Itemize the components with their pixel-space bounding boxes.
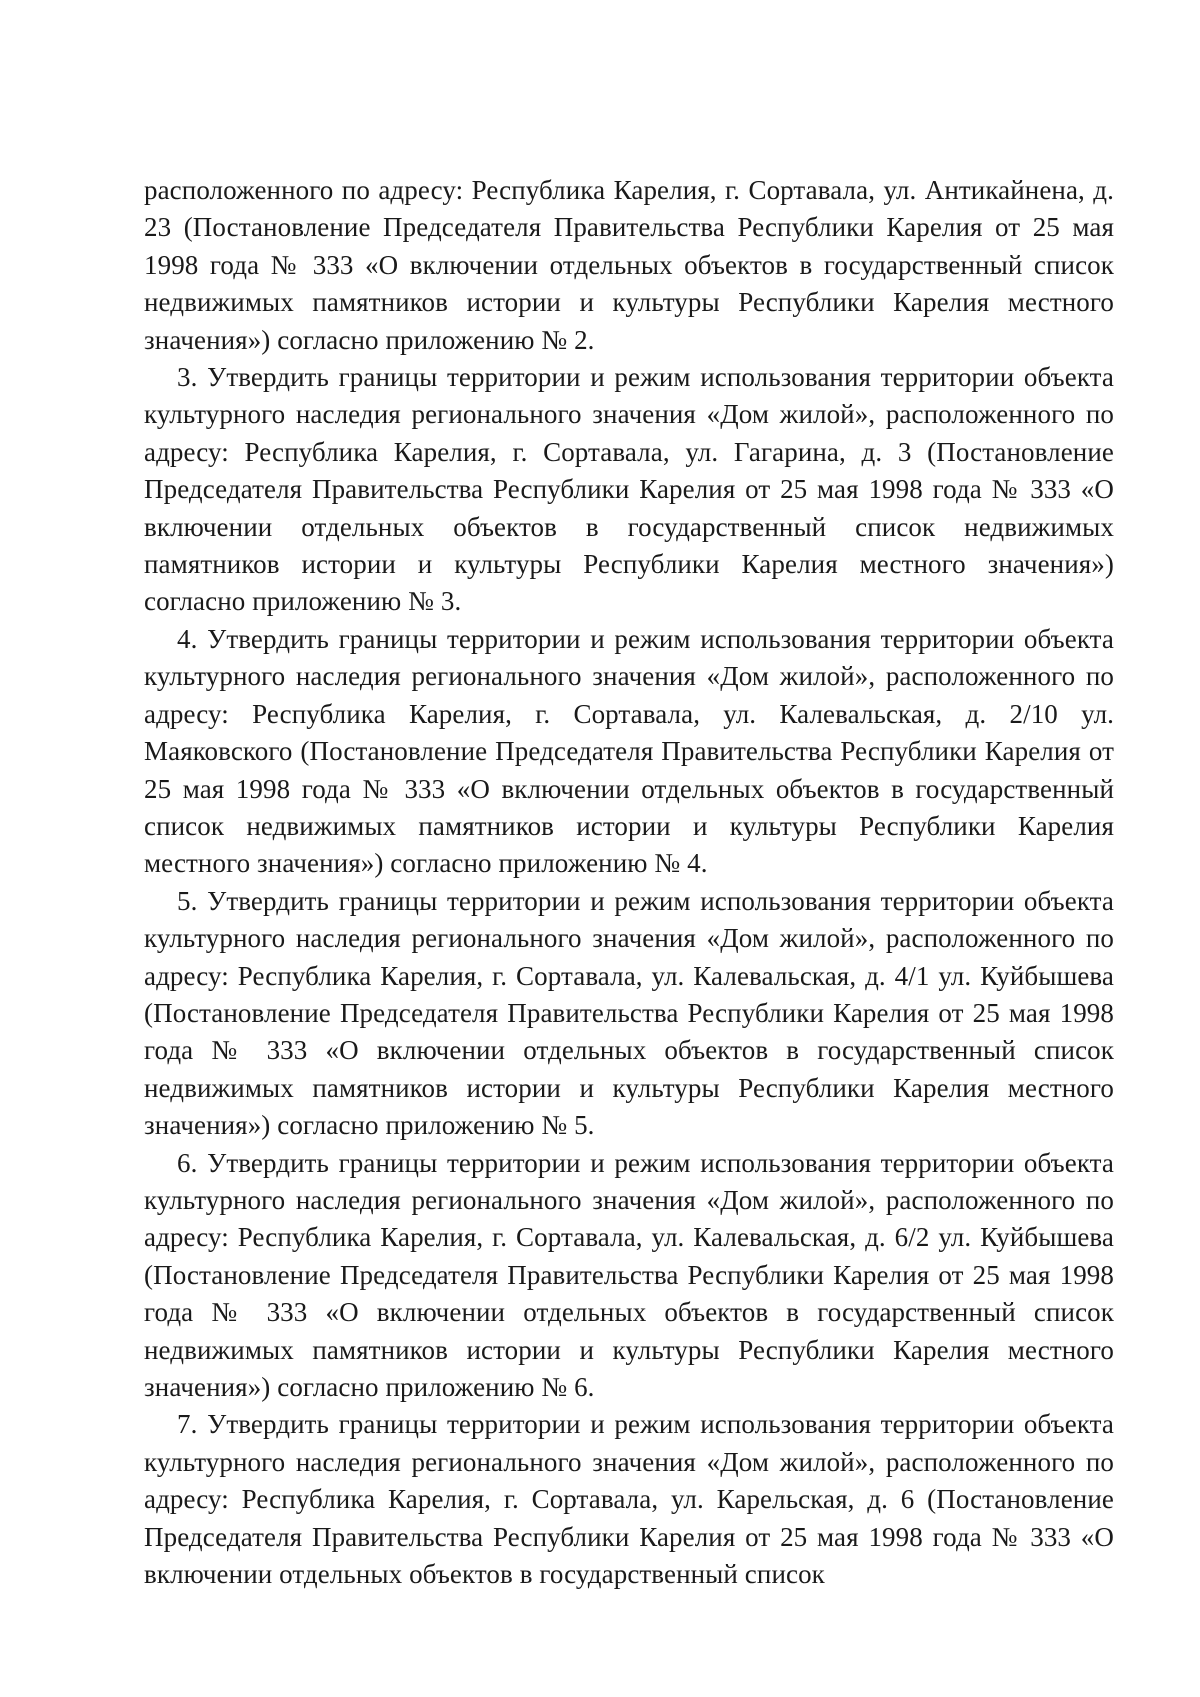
- paragraph-item-7: 7. Утвердить границы территории и режим использования территории объекта культурного наследия регионального значения «Дом жилой», расположенного по адресу: Республика Карелия, г. Сортавала, ул. Карельская, д. 6 (Постановление Председателя Правительства Республики Карелия от 25 мая 1998 года № 333 «О включении отдельных объектов в государственный список: [144, 1409, 1114, 1590]
- paragraph-item-3: 3. Утвердить границы территории и режим использования территории объекта культурного наследия регионального значения «Дом жилой», расположенного по адресу: Республика Карелия, г. Сортавала, ул. Гагарина, д. 3 (Постановление Председателя Правительства Республики Карелия от 25 мая 1998 года № 333 «О включении отдельных объектов в государственный список недвижимых памятников истории и культуры Республики Карелия местного значения») согласно приложению № 3.: [144, 362, 1114, 617]
- paragraph-item-6: 6. Утвердить границы территории и режим использования территории объекта культурного наследия регионального значения «Дом жилой», расположенного по адресу: Республика Карелия, г. Сортавала, ул. Калевальская, д. 6/2 ул. Куйбышева (Постановление Председателя Правительства Республики Карелия от 25 мая 1998 года № 333 «О включении отдельных объектов в государственный список недвижимых памятников истории и культуры Республики Карелия местного значения») согласно приложению № 6.: [144, 1147, 1114, 1402]
- paragraph-continuation: расположенного по адресу: Республика Карелия, г. Сортавала, ул. Антикайнена, д. 23 (Постановление Председателя Правительства Республики Карелия от 25 мая 1998 года № 333 «О включении отдельных объектов в государственный список недвижимых памятников истории и культуры Республики Карелия местного значения») согласно приложению № 2.: [144, 175, 1114, 355]
- paragraph-item-4: 4. Утвердить границы территории и режим использования территории объекта культурного наследия регионального значения «Дом жилой», расположенного по адресу: Республика Карелия, г. Сортавала, ул. Калевальская, д. 2/10 ул. Маяковского (Постановление Председателя Правительства Республики Карелия от 25 мая 1998 года № 333 «О включении отдельных объектов в государственный список недвижимых памятников истории и культуры Республики Карелия местного значения») согласно приложению № 4.: [144, 623, 1114, 879]
- paragraph-item-5: 5. Утвердить границы территории и режим использования территории объекта культурного наследия регионального значения «Дом жилой», расположенного по адресу: Республика Карелия, г. Сортавала, ул. Калевальская, д. 4/1 ул. Куйбышева (Постановление Председателя Правительства Республики Карелия от 25 мая 1998 года № 333 «О включении отдельных объектов в государственный список недвижимых памятников истории и культуры Республики Карелия местного значения») согласно приложению № 5.: [144, 885, 1114, 1141]
- document-body: [144, 172, 1114, 1593]
